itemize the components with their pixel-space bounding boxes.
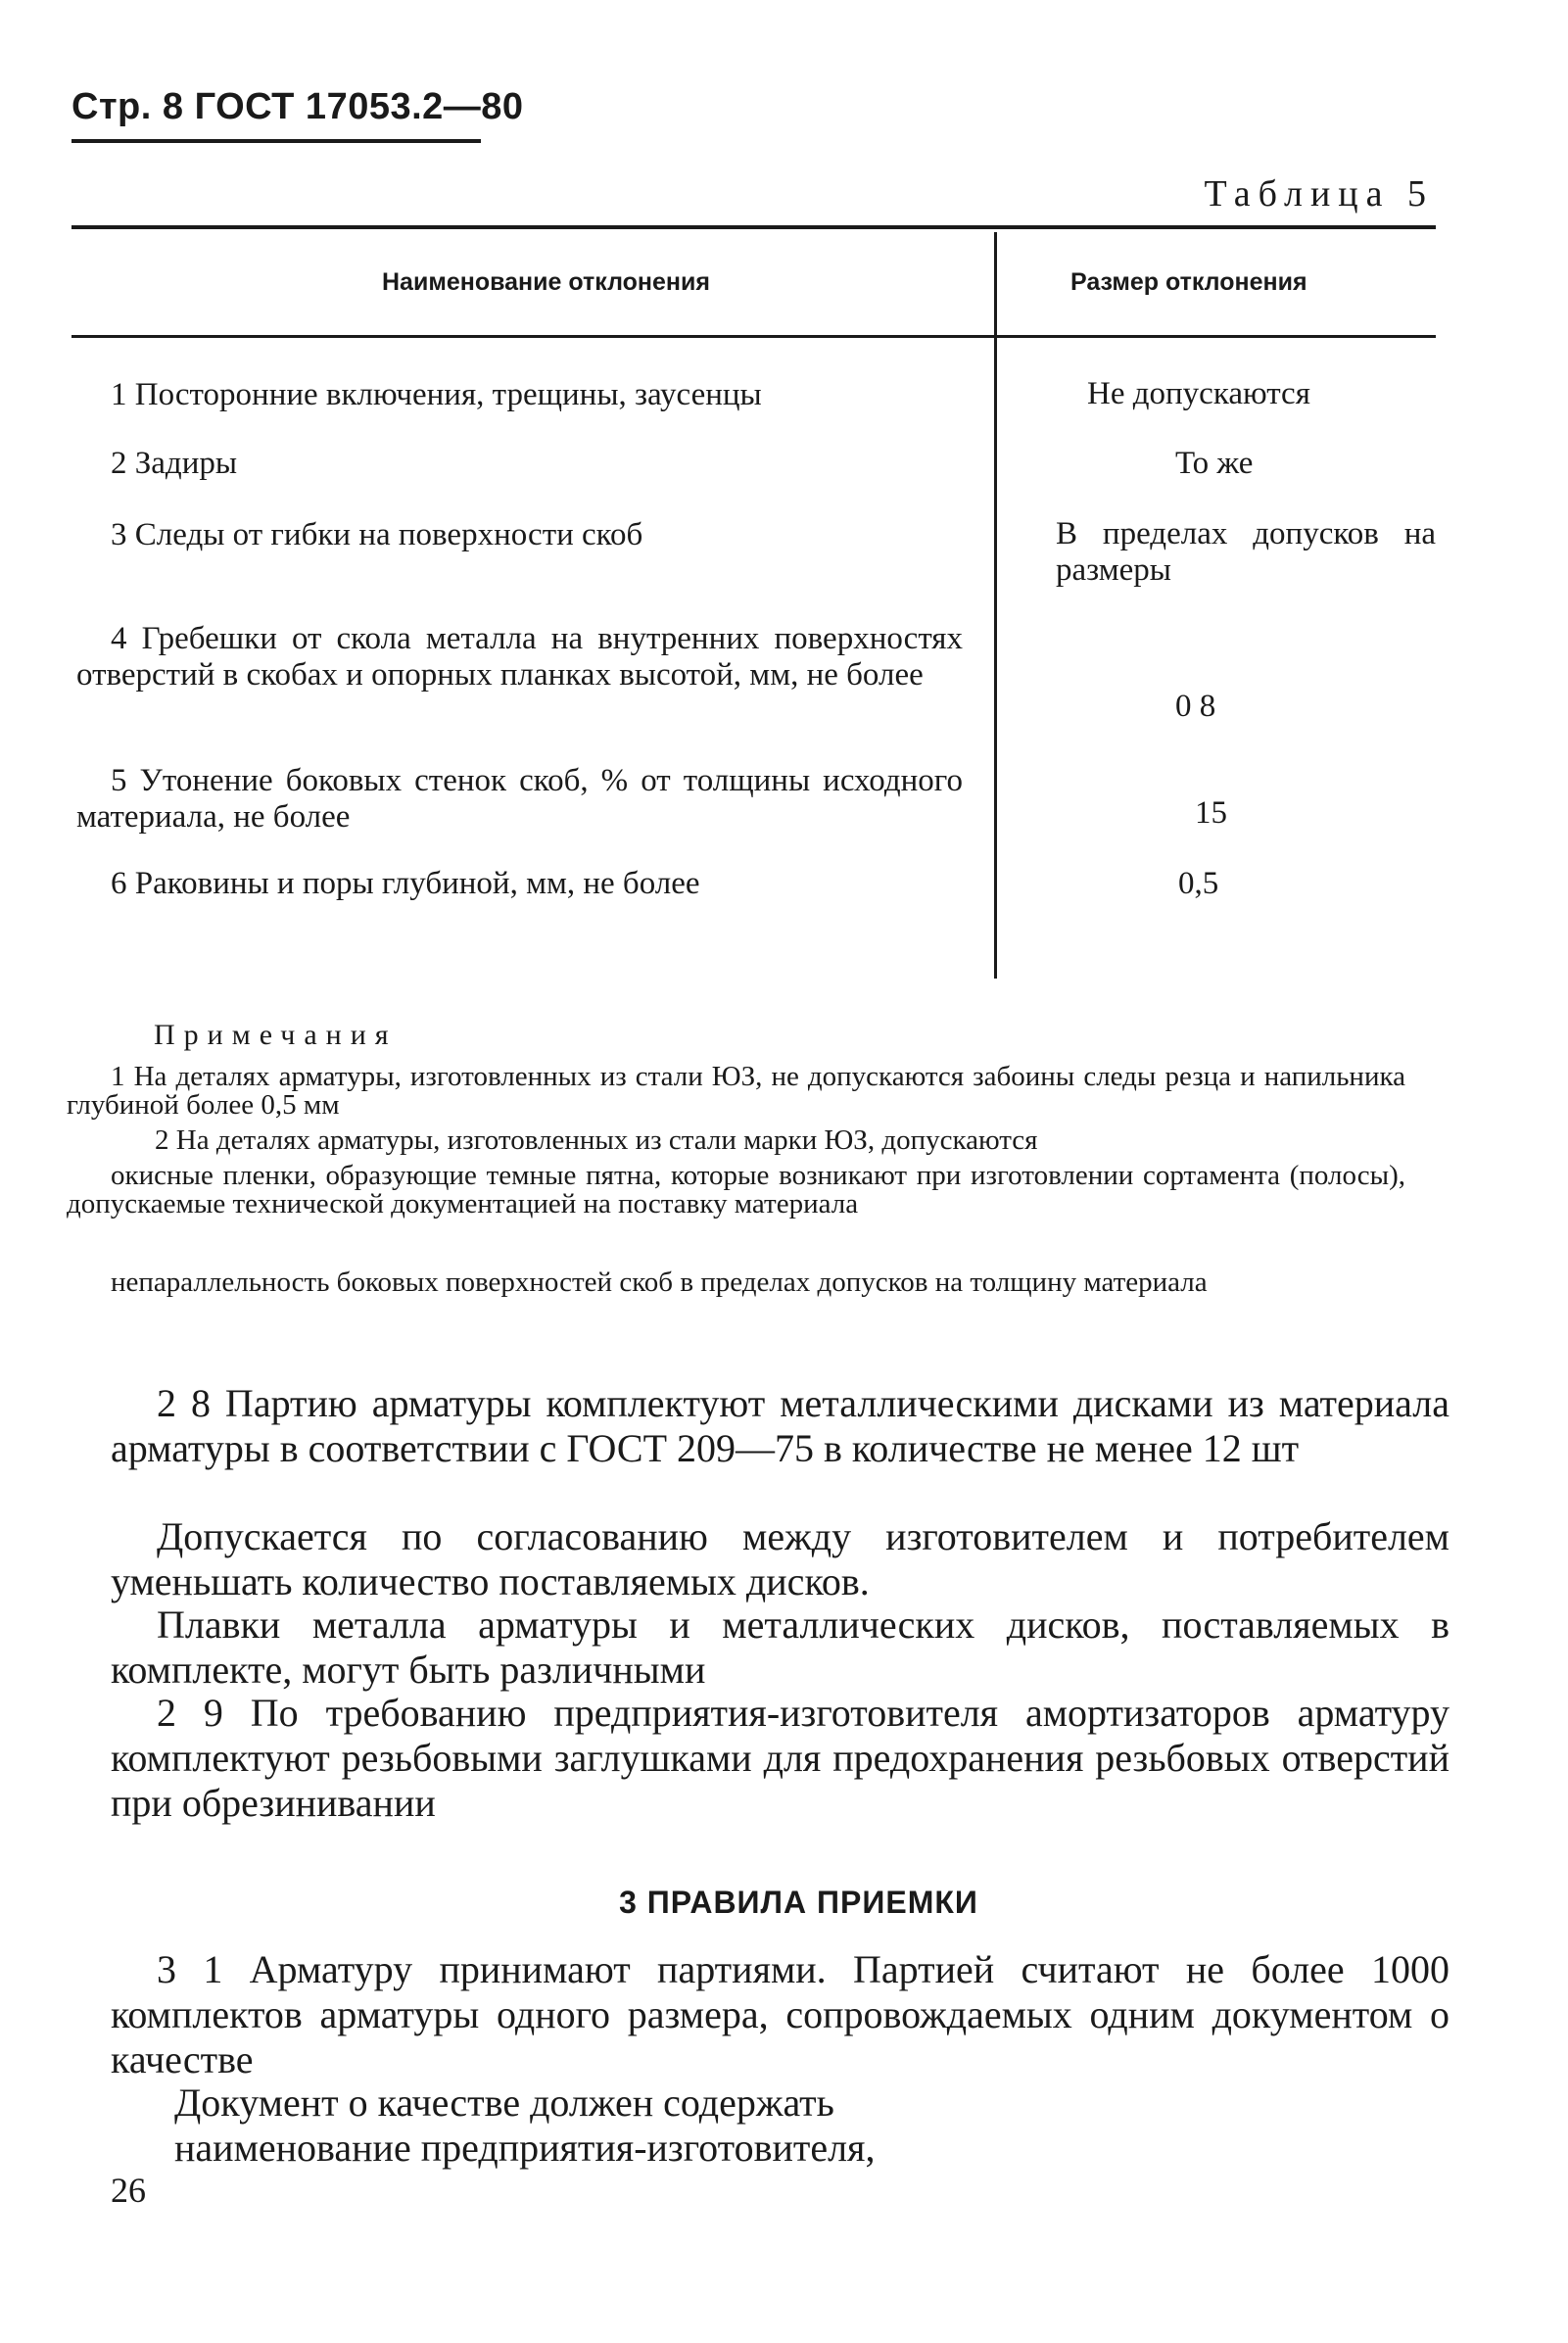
table-row-name: 4 Гребешки от скола металла на внутренних поверхностях отверстий в скобах и опорных планках высотой, мм, не более — [76, 621, 963, 693]
notes-title: Примечания — [154, 1019, 398, 1051]
column-header-size: Размер отклонения — [1070, 268, 1307, 296]
table-caption: Таблица 5 — [1204, 173, 1434, 215]
table-row-value: Не допускаются — [1087, 376, 1310, 411]
table-row-name: 6 Раковины и поры глубиной, мм, не более — [111, 866, 700, 901]
table-row-name: 1 Посторонние включения, трещины, заусенцы — [111, 377, 762, 412]
paragraph-2-8: 2 8 Партию арматуры комплектуют металлическими дисками из материала арматуры в соответствии с ГОСТ 209—75 в количестве не менее 12 шт — [111, 1381, 1449, 1470]
table-row-name: 2 Задиры — [111, 446, 238, 481]
table-column-divider — [994, 232, 997, 979]
table-row-name: 3 Следы от гибки на поверхности скоб — [111, 517, 643, 552]
paragraph-2-8-c: Плавки металла арматуры и металлических дисков, поставляемых в комплекте, могут быть различными — [111, 1602, 1449, 1692]
table-row-value: 15 — [1195, 795, 1227, 831]
table-row-name: 5 Утонение боковых стенок скоб, % от толщины исходного материала, не более — [76, 763, 963, 835]
table-header-rule — [71, 335, 1436, 338]
paragraph-3-1: 3 1 Арматуру принимают партиями. Партией считают не более 1000 комплектов арматуры одного размера, сопровождаемых одним документом о качестве — [111, 1947, 1449, 2081]
table-row-value-text: В пределах допусков на размеры — [1056, 516, 1436, 588]
paragraph-3-1-b: Документ о качестве должен содержать — [174, 2080, 834, 2125]
header-rule — [71, 139, 481, 143]
table-row-value: 0,5 — [1178, 866, 1219, 901]
note-1: 1 На деталях арматуры, изготовленных из стали ЮЗ, не допускаются забоины следы резца и напильника глубиной более 0,5 мм — [67, 1061, 1405, 1121]
paragraph-2-9: 2 9 По требованию предприятия-изготовителя амортизаторов арматуру комплектуют резьбовыми заглушками для предохранения резьбовых отверстий при обрезинивании — [111, 1691, 1449, 1825]
table-top-rule — [71, 225, 1436, 229]
note-2-intro: 2 На деталях арматуры, изготовленных из стали марки ЮЗ, допускаются — [155, 1124, 1038, 1156]
table-row-value: 0 8 — [1175, 689, 1216, 724]
page-number: 26 — [111, 2171, 146, 2210]
table-row-value: То же — [1175, 446, 1254, 481]
section-heading: 3 ПРАВИЛА ПРИЕМКИ — [619, 1885, 978, 1920]
column-header-name: Наименование отклонения — [382, 268, 710, 296]
note-2-item-a: окисные пленки, образующие темные пятна, которые возникают при изготовлении сортамента (полосы), допускаемые технической документацией на поставку материала — [67, 1160, 1405, 1219]
table-row-value — [1056, 516, 1436, 589]
note-2-item-b: непараллельность боковых поверхностей скоб в пределах допусков на толщину материала — [111, 1267, 1208, 1298]
paragraph-3-1-c: наименование предприятия-изготовителя, — [174, 2126, 876, 2170]
running-header: Стр. 8 ГОСТ 17053.2—80 — [71, 86, 524, 127]
paragraph-2-8-b: Допускается по согласованию между изготовителем и потребителем уменьшать количество поставляемых дисков. — [111, 1514, 1449, 1603]
